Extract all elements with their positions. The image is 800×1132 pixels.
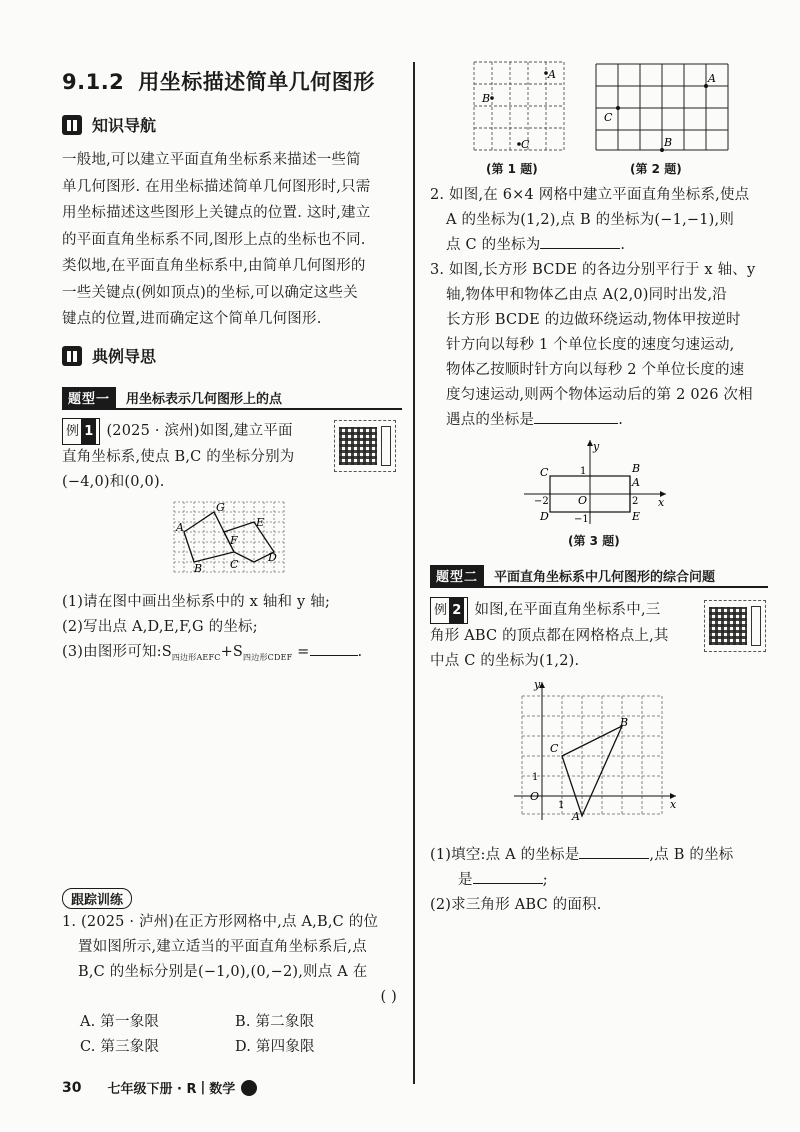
origin-label: O bbox=[578, 494, 588, 507]
point-label-a: A bbox=[632, 476, 640, 489]
question-line: 度匀速运动,则两个物体运动后的第 2 026 次相 bbox=[446, 387, 753, 403]
figure-2-caption: (第 2 题) bbox=[630, 162, 682, 176]
answer-blank[interactable] bbox=[473, 883, 543, 884]
point-label-c: C bbox=[604, 111, 613, 124]
edition-badge-icon bbox=[241, 1080, 257, 1096]
knowledge-header-text: 知识导航 bbox=[92, 116, 157, 135]
tracking-question-1 bbox=[62, 910, 407, 1060]
answer-blank[interactable] bbox=[534, 423, 618, 424]
question-line: 3. 如图,长方形 BCDE 的各边分别平行于 x 轴、y bbox=[430, 262, 756, 278]
figure-2 bbox=[594, 62, 732, 154]
answer-paren[interactable]: ( ) bbox=[380, 989, 397, 1005]
question-line: (1)请在图中画出坐标系中的 x 轴和 y 轴; bbox=[62, 594, 331, 610]
question-line: B,C 的坐标分别是(−1,0),(0,−2),则点 A 在 bbox=[78, 964, 368, 980]
text-line: 用坐标描述这些图形上关键点的位置. 这时,建立 bbox=[62, 205, 371, 221]
point-label-b: B bbox=[482, 92, 491, 105]
tick-label: 2 bbox=[632, 496, 639, 507]
tick-label: 1 bbox=[558, 800, 565, 811]
example2-tag: 例 2 bbox=[430, 597, 468, 624]
question-line: 轴,物体甲和物体乙由点 A(2,0)同时出发,沿 bbox=[446, 287, 727, 303]
point-label-a: A bbox=[548, 68, 556, 81]
text-line: 的平面直角坐标系不同,图形上点的坐标也不同. bbox=[62, 231, 366, 248]
column-divider bbox=[413, 62, 415, 1084]
qr-code-icon bbox=[709, 607, 747, 645]
type1-title: 用坐标表示几何图形上的点 bbox=[126, 391, 283, 407]
knowledge-paragraph bbox=[62, 147, 404, 333]
figure-1 bbox=[470, 58, 570, 158]
point-label-e: E bbox=[256, 516, 265, 529]
tracking-tag bbox=[62, 888, 132, 909]
book-label: 七年级下册 · R bbox=[107, 1082, 197, 1097]
option-c[interactable]: C. 第三象限 bbox=[80, 1039, 160, 1055]
option-b[interactable]: B. 第二象限 bbox=[235, 1014, 315, 1030]
examples-header bbox=[62, 344, 156, 367]
section-title-text: 用坐标描述简单几何图形 bbox=[138, 70, 375, 94]
text-line: 角形 ABC 的顶点都在网格格点上,其 bbox=[430, 628, 669, 644]
type2-tag: 题型二 bbox=[430, 565, 484, 586]
qr-code[interactable] bbox=[704, 600, 766, 652]
question-line: 长方形 BCDE 的边做环绕运动,物体甲按逆时 bbox=[446, 312, 741, 328]
page-number: 30 bbox=[62, 1079, 82, 1096]
text-line: 一般地,可以建立平面直角坐标系来描述一些简 bbox=[62, 152, 361, 168]
option-a[interactable]: A. 第一象限 bbox=[80, 1014, 160, 1030]
text-line: 键点的位置,进而确定这个简单几何图形. bbox=[62, 311, 322, 327]
point-label-c: C bbox=[540, 466, 549, 479]
book-icon bbox=[62, 346, 82, 366]
question-line: (1)填空:点 A 的坐标是 bbox=[430, 847, 580, 863]
text-line: (−4,0)和(0,0). bbox=[62, 474, 165, 490]
qr-side-label bbox=[381, 426, 391, 466]
point-label-b: B bbox=[194, 562, 203, 575]
question-line: 2. 如图,在 6×4 网格中建立平面直角坐标系,使点 bbox=[430, 187, 750, 203]
type2-title: 平面直角坐标系中几何图形的综合问题 bbox=[494, 569, 716, 585]
section-number: 9.1.2 bbox=[62, 70, 125, 94]
question-line: (2)写出点 A,D,E,F,G 的坐标; bbox=[62, 619, 258, 635]
text-line: (2025 · 滨州)如图,建立平面 bbox=[106, 423, 293, 439]
question-line: (3)由图形可知$:S_{四边形AEFC}+S_{四边形CDEF}$ = . bbox=[62, 644, 363, 662]
figure-3 bbox=[520, 436, 670, 528]
point-label-c: C bbox=[521, 138, 530, 151]
tick-label: 1 bbox=[532, 772, 539, 783]
page-footer: 30 七年级下册 · R | 数学 bbox=[62, 1078, 257, 1097]
example1-tag: 例 1 bbox=[62, 418, 100, 445]
question-line: ,点 B 的坐标 bbox=[649, 847, 734, 863]
tick-label: −1 bbox=[574, 514, 589, 525]
point-label-c: C bbox=[230, 558, 239, 571]
qr-code[interactable] bbox=[334, 420, 396, 472]
qr-side-label bbox=[751, 606, 761, 646]
question-3: 3. 如图,长方形 BCDE 的各边分别平行于 x 轴、y 轴,物体甲和物体乙由点 A(2,0)同时出发,沿 长方形 BCDE 的边做环绕运动,物体甲按逆时 针方向以每秒 1 个单位长度的速度匀速运动, 物体乙按顺时针方向以每秒 2 个单位长度的速 度匀速运动,则两个物体运动后的第 2 026 次相 遇点的坐标是 . bbox=[430, 258, 775, 433]
text-line: 中点 C 的坐标为(1,2). bbox=[430, 653, 580, 669]
example2-questions: (1)填空:点 A 的坐标是 ,点 B 的坐标 是 ; (2)求三角形 ABC 的面积. bbox=[430, 843, 775, 918]
question-line: 1. (2025 · 泸州)在正方形网格中,点 A,B,C 的位 bbox=[62, 914, 379, 930]
examples-header-text: 典例导思 bbox=[92, 347, 157, 366]
answer-blank[interactable] bbox=[540, 248, 620, 249]
answer-blank[interactable] bbox=[310, 655, 358, 656]
point-label-a: A bbox=[176, 521, 184, 534]
question-line: A 的坐标为(1,2),点 B 的坐标为(−1,−1),则 bbox=[446, 212, 735, 228]
type1-tag: 题型一 bbox=[62, 387, 116, 408]
type2-bar bbox=[430, 564, 768, 588]
tick-label: −2 bbox=[534, 496, 549, 507]
point-label-c: C bbox=[550, 742, 559, 755]
point-label-b: B bbox=[620, 716, 629, 729]
text-line: 类似地,在平面直角坐标系中,由简单几何图形的 bbox=[62, 258, 366, 274]
text-line: 一些关键点(例如顶点)的坐标,可以确定这些关 bbox=[62, 284, 358, 301]
question-2: 2. 如图,在 6×4 网格中建立平面直角坐标系,使点 A 的坐标为(1,2),点 B 的坐标为(−1,−1),则 点 C 的坐标为 . bbox=[430, 183, 775, 258]
point-label-d: D bbox=[540, 510, 549, 523]
origin-label: O bbox=[530, 790, 540, 803]
text-line: 如图,在平面直角坐标系中,三 bbox=[474, 602, 661, 618]
question-line: 针方向以每秒 1 个单位长度的速度匀速运动, bbox=[446, 337, 735, 353]
question-line: (2)求三角形 ABC 的面积. bbox=[430, 897, 602, 913]
answer-blank[interactable] bbox=[579, 858, 649, 859]
section-title bbox=[62, 66, 375, 96]
example2-text bbox=[430, 597, 702, 674]
tick-label: 1 bbox=[580, 466, 587, 477]
book-icon bbox=[62, 115, 82, 135]
example1-questions bbox=[62, 590, 407, 670]
subscript: 四边形CDEF bbox=[243, 652, 293, 662]
example1-text bbox=[62, 418, 332, 495]
axis-label-x: x bbox=[670, 798, 677, 811]
figure-3-caption: (第 3 题) bbox=[568, 534, 620, 548]
point-label-a: A bbox=[708, 72, 716, 85]
type1-bar bbox=[62, 386, 402, 410]
question-line: 点 C 的坐标为 bbox=[446, 237, 541, 253]
point-label-g: G bbox=[216, 501, 225, 514]
axis-label-y: y bbox=[534, 678, 541, 691]
subject-label: 数学 bbox=[209, 1082, 236, 1097]
axis-label-x: x bbox=[658, 496, 665, 509]
point-label-f: F bbox=[230, 534, 238, 547]
text-line: 单几何图形. 在用坐标描述简单几何图形时,只需 bbox=[62, 178, 371, 195]
point-label-a: A bbox=[572, 810, 580, 823]
question-line: 遇点的坐标是 bbox=[446, 412, 535, 428]
text-line: 直角坐标系,使点 B,C 的坐标分别为 bbox=[62, 449, 295, 465]
knowledge-header bbox=[62, 113, 156, 136]
figure-1-caption: (第 1 题) bbox=[486, 162, 538, 176]
question-line: 是 bbox=[458, 872, 473, 888]
point-label-d: D bbox=[268, 551, 277, 564]
tracking-tag-text: 跟踪训练 bbox=[62, 888, 132, 909]
point-label-e: E bbox=[632, 510, 641, 523]
option-d[interactable]: D. 第四象限 bbox=[235, 1039, 315, 1055]
point-label-b: B bbox=[664, 136, 673, 149]
qr-code-icon bbox=[339, 427, 377, 465]
subscript: 四边形AEFC bbox=[171, 652, 221, 662]
question-line: 物体乙按顺时针方向以每秒 2 个单位长度的速 bbox=[446, 362, 745, 378]
example1-figure bbox=[170, 498, 288, 576]
axis-label-y: y bbox=[593, 440, 600, 453]
question-line: 置如图所示,建立适当的平面直角坐标系后,点 bbox=[78, 939, 367, 955]
point-label-b: B bbox=[632, 462, 641, 475]
example2-figure bbox=[510, 676, 680, 824]
